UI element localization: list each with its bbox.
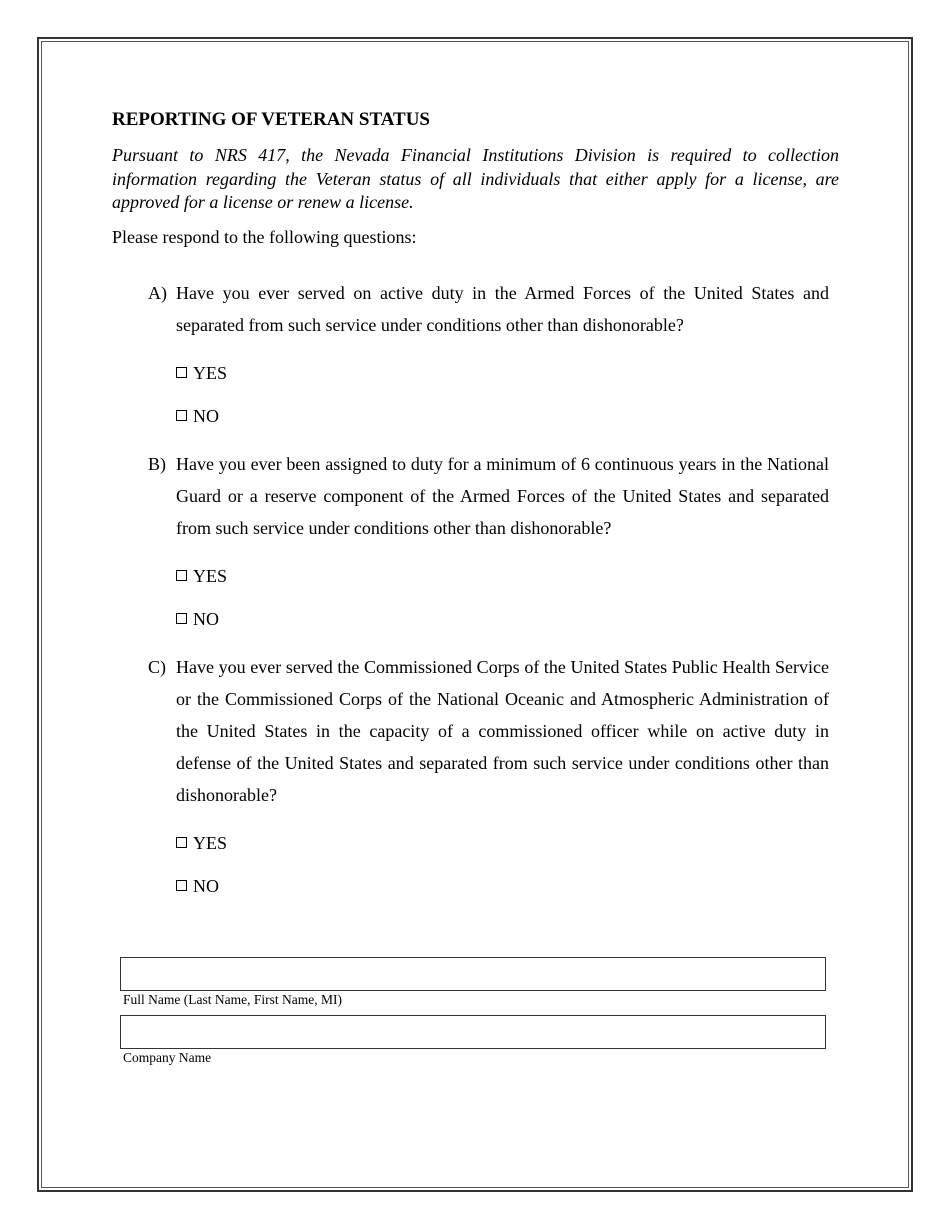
question-b-no-label: NO (193, 608, 219, 629)
question-a-text-block (112, 277, 829, 341)
document-body (112, 108, 839, 918)
question-a-yes-checkbox[interactable] (176, 367, 187, 378)
question-b-yes-option[interactable] (176, 565, 839, 587)
question-a-no-label: NO (193, 405, 219, 426)
question-b-yes-label: YES (193, 565, 228, 586)
question-c (112, 651, 839, 897)
question-c-text: Have you ever served the Commissioned Corps of the United States Public Health Service or the Commissioned Corps of the National Oceanic and Atmospheric Administration of the United States in the capacity of a commissioned officer while on active duty in defense of the United States and separated from such service under conditions other than dishonorable? (176, 656, 829, 805)
question-a-options (112, 362, 839, 427)
question-b-no-checkbox[interactable] (176, 613, 187, 624)
full-name-label: Full Name (Last Name, First Name, MI) (123, 992, 342, 1007)
question-a-letter: A) (148, 282, 167, 303)
signature-fields (120, 957, 826, 1073)
question-b-no-option[interactable] (176, 608, 839, 630)
question-a-text: Have you ever served on active duty in the Armed Forces of the United States and separated from such service under conditions other than dishonorable? (176, 282, 829, 335)
question-c-letter: C) (148, 656, 166, 677)
intro-paragraph: Pursuant to NRS 417, the Nevada Financial Institutions Division is required to collection information regarding the Veteran status of all individuals that either apply for a license, are approved for a license or renew a license. (112, 145, 839, 212)
company-name-field[interactable] (120, 1015, 826, 1049)
question-a (112, 277, 839, 427)
instructions-text: Please respond to the following questions: (112, 226, 417, 247)
question-b-letter: B) (148, 453, 166, 474)
question-b-text-block (112, 448, 829, 544)
question-c-options (112, 832, 839, 897)
company-name-label: Company Name (123, 1050, 212, 1065)
question-b-text: Have you ever been assigned to duty for a minimum of 6 continuous years in the National Guard or a reserve component of the Armed Forces of the United States and separated from such service under conditions other than dishonorable? (176, 453, 829, 538)
page-title: REPORTING OF VETERAN STATUS (112, 109, 430, 130)
question-b-options (112, 565, 839, 630)
question-b-yes-checkbox[interactable] (176, 570, 187, 581)
full-name-field[interactable] (120, 957, 826, 991)
question-c-no-option[interactable] (176, 875, 839, 897)
question-c-yes-checkbox[interactable] (176, 837, 187, 848)
question-a-no-option[interactable] (176, 405, 839, 427)
question-b (112, 448, 839, 630)
question-a-yes-option[interactable] (176, 362, 839, 384)
question-c-yes-option[interactable] (176, 832, 839, 854)
question-a-no-checkbox[interactable] (176, 410, 187, 421)
question-a-yes-label: YES (193, 362, 228, 383)
question-c-yes-label: YES (193, 832, 228, 853)
question-c-no-checkbox[interactable] (176, 880, 187, 891)
question-c-text-block (112, 651, 829, 811)
question-c-no-label: NO (193, 875, 219, 896)
